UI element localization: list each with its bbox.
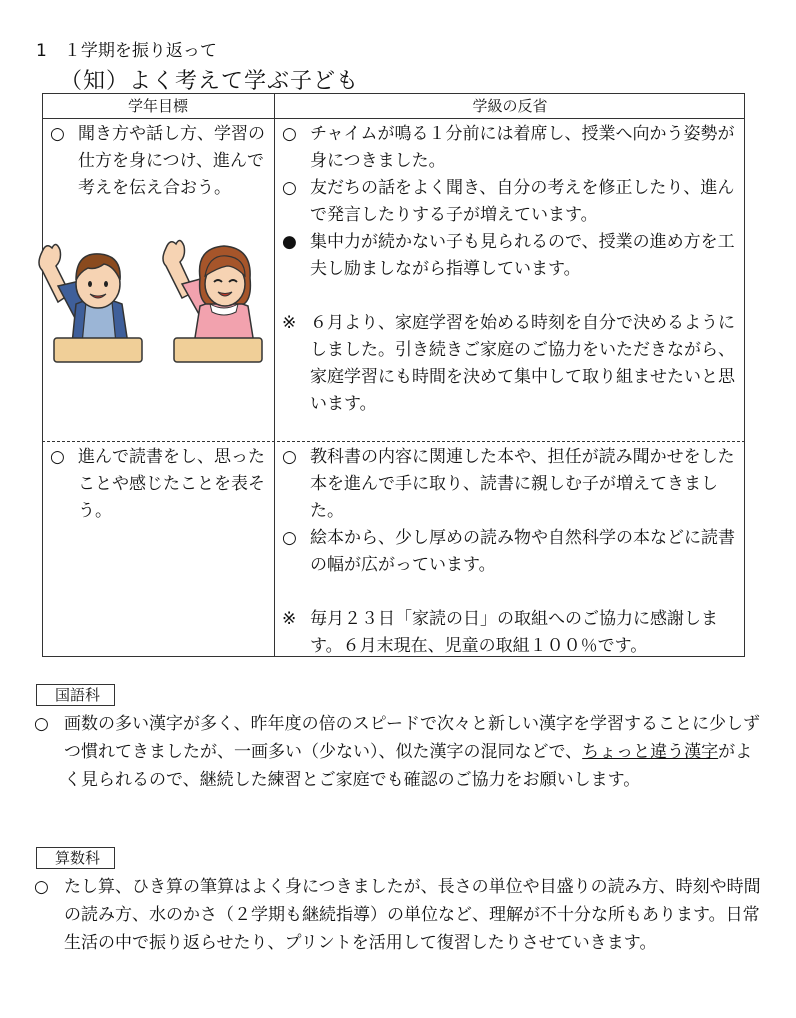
reflection-text: 友だちの話をよく聞き、自分の考えを修正したり、進んで発言したりする子が増えています。 bbox=[310, 178, 735, 225]
math-subject-comment bbox=[34, 873, 762, 957]
grade-goal-header: 学年目標 bbox=[127, 97, 188, 115]
theme-heading: （知）よく考えて学ぶ子ども bbox=[60, 69, 360, 94]
reflection-item bbox=[282, 175, 740, 229]
underlined-phrase: ちょっと違う漢字 bbox=[582, 742, 719, 762]
reflection-text: 教科書の内容に関連した本や、担任が読み聞かせをした本を進んで手に取り、読書に親しむ子が増えてきました。 bbox=[310, 447, 735, 521]
bullet-marker: ○ bbox=[282, 124, 297, 144]
comment-text-cont: がよく見られるので、継続した練習とご家庭でも確認のご協力をお願いします。 bbox=[64, 742, 753, 790]
reflection-item bbox=[282, 444, 740, 525]
class-reflection-header: 学級の反省 bbox=[472, 97, 548, 115]
japanese-subject-label: 国語科 bbox=[36, 684, 115, 706]
note-marker: ※ bbox=[282, 609, 297, 629]
note-item bbox=[282, 310, 740, 418]
bullet-marker: ○ bbox=[282, 178, 297, 198]
goal-text: 聞き方や話し方、学習の仕方を身につけ、進んで考えを伝え合おう。 bbox=[78, 124, 265, 198]
reflection-text: 絵本から、少し厚めの読み物や自然科学の本などに読書の幅が広がっています。 bbox=[310, 528, 735, 575]
class-reflection-2 bbox=[282, 444, 740, 660]
grade-goal-2 bbox=[50, 444, 270, 525]
table-header-divider bbox=[42, 118, 745, 119]
bullet-marker: ○ bbox=[282, 528, 297, 548]
class-reflection-1 bbox=[282, 121, 740, 418]
note-text: 毎月２３日「家読の日」の取組へのご協力に感謝します。６月末現在、児童の取組１００％です。 bbox=[310, 609, 718, 656]
note-marker: ※ bbox=[282, 313, 297, 333]
note-text: ６月より、家庭学習を始める時刻を自分で決めるようにしました。引き続きご家庭のご協力をいただきながら、家庭学習にも時間を決めて集中して取り組ませたいと思います。 bbox=[310, 313, 735, 414]
note-item bbox=[282, 606, 740, 660]
grade-goal-1 bbox=[50, 121, 270, 202]
bullet-marker: ○ bbox=[34, 877, 49, 897]
bullet-marker: ○ bbox=[282, 447, 297, 467]
reflection-item bbox=[282, 525, 740, 579]
math-subject-label: 算数科 bbox=[36, 847, 115, 869]
girl-figure bbox=[163, 240, 262, 362]
boy-figure bbox=[39, 244, 142, 362]
goal-text: 進んで読書をし、思ったことや感じたことを表そう。 bbox=[78, 447, 265, 521]
comment-text: たし算、ひき算の筆算はよく身につきましたが、長さの単位や目盛りの読み方、時刻や時間の読み方、水のかさ（２学期も継続指導）の単位など、理解が不十分な所もあります。日常生活の中で振り返らせたり、プリントを活用して復習したりさせていきます。 bbox=[64, 877, 761, 953]
table-row-divider bbox=[42, 441, 745, 442]
bullet-marker: ● bbox=[282, 232, 297, 252]
bullet-marker: ○ bbox=[50, 447, 65, 467]
reflection-text: 集中力が続かない子も見られるので、授業の進め方を工夫し励ましながら指導しています。 bbox=[310, 232, 735, 279]
japanese-subject-comment bbox=[34, 710, 762, 794]
bullet-marker: ○ bbox=[34, 714, 49, 734]
reflection-text: チャイムが鳴る１分前には着席し、授業へ向かう姿勢が身につきました。 bbox=[310, 124, 735, 171]
reflection-item bbox=[282, 229, 740, 283]
bullet-marker: ○ bbox=[50, 124, 65, 144]
table-column-divider bbox=[274, 93, 275, 657]
section-heading: 1 １学期を振り返って bbox=[36, 41, 217, 61]
comment-text: 画数の多い漢字が多く、昨年度の倍のスピードで次々と新しい漢字を学習することに少しずつ慣れてきましたが、一画多い（少ない）、似た漢字の混同などで、 bbox=[64, 714, 760, 762]
students-raising-hands-illustration bbox=[32, 234, 272, 366]
reflection-item bbox=[282, 121, 740, 175]
